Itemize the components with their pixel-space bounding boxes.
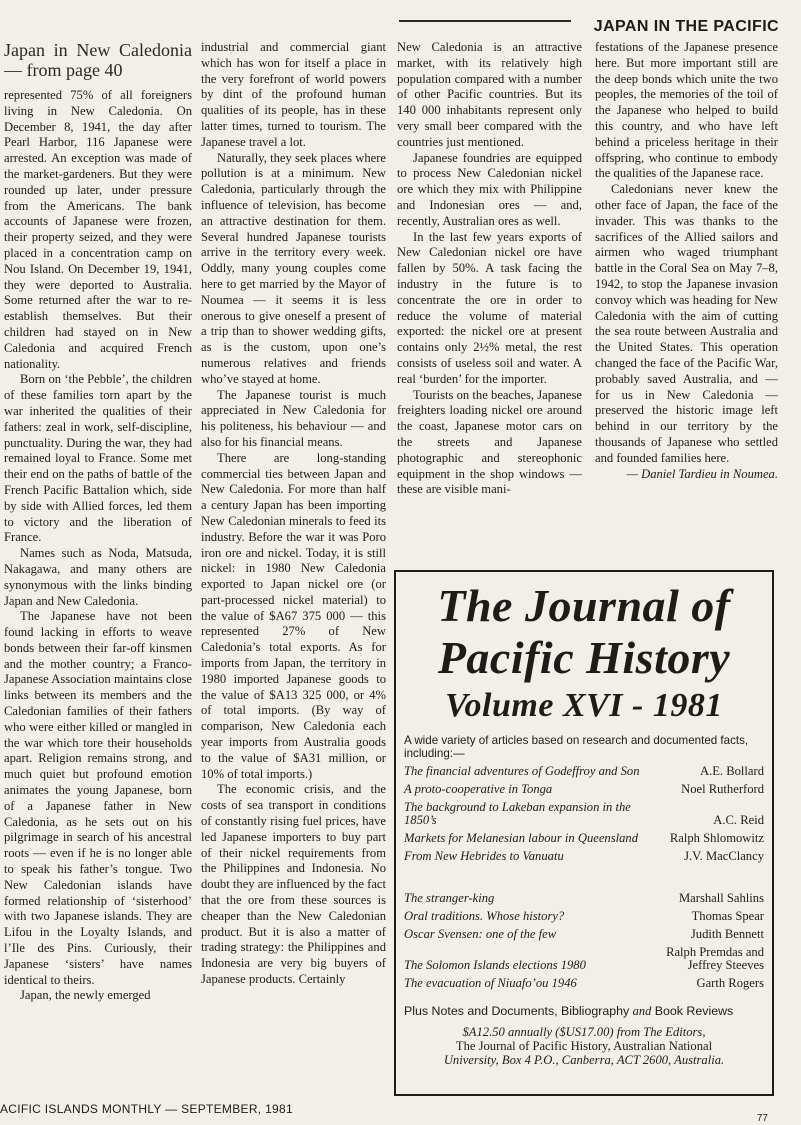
paragraph: Japan, the newly emerged	[20, 988, 151, 1003]
ad-price-line-3: University, Box 4 P.O., Canberra, ACT 2600, Australia.	[443, 1053, 725, 1067]
paragraph: The Japanese have not been found lacking in efforts to weave bonds between their far-off kinsmen and the mother country; a Franco-Japanese Association maintains close links between its members and the Caledonian families of their fathers who were either killed or mangled in the war which tore their households apart. Religion remains strong, and much quiet but profound emotion animates the young Japanese, born of a Japanese father in New Caledonia, as he sets out on his pilgrimage in search of his ancestral roots — even if he is no longer able to speak his father’s tongue. Two New Caledonian islands have formed relationship of ‘sisterhood’ with two Japanese islands. They are Lifou in the Loyalty Islands, and l’Ile des Pins. Curiously, their Japanese ‘sisters’ have names identical to theirs.	[4, 609, 192, 987]
article-title: A proto-cooperative in Tonga	[404, 782, 553, 796]
header-rule	[399, 20, 571, 22]
article-title: The evacuation of Niuafo’ou 1946	[404, 976, 577, 990]
ad-title-line-1: The Journal of	[437, 580, 731, 631]
ad-spacer	[404, 863, 764, 887]
paragraph: festations of the Japanese presence here. But more important still are the deep bonds which unite the two peoples, the memories of the toil of the Japanese who helped to build this country, and who have left behind a priceless heritage in their offspring, who continue to embody the qualities of the Japanese race.	[595, 40, 778, 181]
article-column-1	[4, 40, 192, 1082]
article-entry	[404, 832, 764, 845]
article-entry	[404, 928, 764, 941]
article-author: Ralph Premdas and Jeffrey Steeves	[666, 945, 764, 972]
ad-volume: Volume XVI - 1981	[445, 687, 723, 724]
article-entry	[404, 801, 764, 827]
ad-intro: A wide variety of articles based on research and documented facts, including:—	[404, 734, 749, 760]
article-author: Garth Rogers	[696, 976, 764, 990]
paragraph: The Japanese tourist is much appreciated in New Caledonia for his politeness, his behaviour — and also for his financial means.	[201, 387, 386, 449]
page-footer: ACIFIC ISLANDS MONTHLY — SEPTEMBER, 1981	[0, 1102, 293, 1116]
paragraph: Names such as Noda, Matsuda, Nakagawa, and many others are synonymous with the links binding Japan and New Caledonia.	[4, 546, 192, 608]
paragraph: Tourists on the beaches, Japanese freighters loading nickel ore around the coast, Japanese motor cars on the streets and Japanese photographic and stereophonic equipment in the shop windows — these are visible mani-	[397, 387, 582, 497]
paragraph: Naturally, they seek places where pollution is at a minimum. New Caledonia, particularly through the influence of television, has become an attractive destination for them. Several hundred Japanese tourists arrive in the territory every week. Oddly, many young couples come here to get married by the Mayor of Noumea — it seems it is less onerous to give oneself a present of a trip than to shower wedding gifts, as is the custom, upon one’s numerous relatives and friends who’ve stayed at home.	[201, 150, 386, 386]
article-author: Ralph Shlomowitz	[669, 831, 764, 845]
article-column-4	[595, 40, 778, 554]
article-author: J.V. MacClancy	[684, 849, 764, 863]
article-title: The Solomon Islands elections 1980	[404, 958, 586, 972]
ad-title-line-2: Pacific History	[437, 632, 731, 683]
article-author: Marshall Sahlins	[678, 891, 764, 905]
article-author: Thomas Spear	[691, 909, 764, 923]
paragraph: New Caledonia is an attractive market, with its relatively high population compared with a number of other Pacific countries. But its 140 000 inhabitants represent only very small beer compared with the countries just mentioned.	[397, 40, 582, 149]
article-title: The financial adventures of Godeffroy and Son	[404, 764, 640, 778]
article-title: From New Hebrides to Vanuatu	[404, 849, 564, 863]
paragraph: In the last few years exports of New Caledonian nickel ore have fallen by 50%. A task facing the industry in the future is to concentrate the ore in order to reduce the volume of material exported: the nickel ore at present contains only 2½% metal, the rest consists of useless soil and water. A real ‘burden’ for the importer.	[397, 229, 582, 386]
article-entry	[404, 892, 764, 905]
paragraph: There are long-standing commercial ties between Japan and New Caledonia. For more than half a century Japan has been importing New Caledonian minerals to feed its industry. Before the war it was Poro iron ore and nickel. Today, it is still nickel: in 1980 New Caledonia exported to Japan nickel ore (or part-processed nickel material) to the value of $A67 375 000 — this represented 27% of New Caledonia’s total exports. As for imports from Japan, the territory in 1980 imported Japanese goods to the value of $A13 325 000, or 4% of total imports. (By way of comparison, New Caledonia each year imports from Australia goods to the value of $A31 million, or 10% of total imports.)	[201, 450, 386, 781]
article-title: Oscar Svensen: one of the few	[404, 927, 557, 941]
paragraph: represented 75% of all foreigners living in New Caledonia. On December 8, 1941, the day after Pearl Harbor, 116 Japanese were arrested. An exception was made of the market-gardeners. But they were rounded up later, under pressure from the Americans. The bank accounts of Japanese were frozen, their property seized, and they were placed in a concentration camp on Nou Island. On December 19, 1941, they were deported to Australia. Some returned after the war to re-establish themselves. But their children had stayed on in New Caledonia and acquired French nationality.	[4, 88, 192, 371]
section-title: JAPAN IN THE PACIFIC	[593, 18, 779, 35]
plus-text-b: Book Reviews	[654, 1004, 734, 1018]
article-title: Oral traditions. Whose history?	[404, 909, 565, 923]
article-entry	[404, 977, 764, 990]
article-title: Markets for Melanesian labour in Queensland	[404, 831, 639, 845]
article-entry	[404, 910, 764, 923]
article-entry	[404, 783, 764, 796]
article-column-3	[397, 40, 582, 554]
ad-plus-line	[404, 1004, 764, 1019]
author-signature: — Daniel Tardieu in Noumea.	[626, 466, 778, 481]
ad-price-line-1: $A12.50 annually ($US17.00) from The Editors,	[462, 1025, 706, 1039]
article-entry	[404, 765, 764, 778]
page-number: 77	[756, 1113, 768, 1124]
plus-text-and: and	[632, 1004, 652, 1018]
article-author: A.C. Reid	[713, 813, 764, 827]
plus-text-a: Plus Notes and Documents, Bibliography	[404, 1004, 630, 1018]
paragraph: industrial and commercial giant which has won for itself a place in the very forefront of world powers by dint of the profound human qualities of its people, has in these latter times, turned to tourism. The Japanese travel a lot.	[201, 40, 386, 149]
article-entry	[404, 946, 764, 972]
article-author: A.E. Bollard	[699, 764, 764, 778]
ad-price-line-2: The Journal of Pacific History, Australian National	[455, 1039, 713, 1053]
article-entry	[404, 850, 764, 863]
journal-advertisement	[394, 570, 774, 1096]
paragraph: Japanese foundries are equipped to process New Caledonian nickel ore which they mix with Philippine and Indonesian ores — and, recently, Australian ores as well.	[397, 150, 582, 228]
paragraph: Born on ‘the Pebble’, the children of these families torn apart by the war inherited the qualities of their fathers: zeal in work, self-discipline, punctuality. During the war, they had remained loyal to France. Some met their end on the paths of battle of the French Pacific Battalion which, side by side with Allied forces, led them to victory and the liberation of France.	[4, 372, 192, 545]
article-column-2	[201, 40, 386, 1092]
article-author: Judith Bennett	[690, 927, 764, 941]
paragraph: The economic crisis, and the costs of sea transport in conditions of constantly rising fuel prices, have led Japanese importers to buy part of their nickel requirements from the Philippines and Indonesia. No doubt they are influenced by the fact that the ore from these sources is cheaper than the New Caledonian product. But it is also a matter of trading strategy: the Philippines and Indonesia are very big buyers of Japanese products. Certainly	[201, 782, 386, 987]
continued-title: Japan in New Caledonia — from page 40	[4, 40, 192, 80]
ad-price-block	[404, 1025, 764, 1067]
paragraph: Caledonians never knew the other face of Japan, the face of the invader. This was thanks to the sacrifices of the Allied sailors and airmen who waged triumphant battle in the Coral Sea on May 7–8, 1942, to stop the Japanese invasion convoy which was heading for New Caledonia with the aim of cutting the sea route between Australia and the United States. This operation changed the face of the Pacific War, probably saved Australia, and — for us in New Caledonia — preserved the historic image left behind in our territory by the thousands of Japanese who settled and founded families here.	[595, 182, 778, 465]
article-author: Noel Rutherford	[681, 782, 764, 796]
article-title: The stranger-king	[404, 891, 495, 905]
article-title: The background to Lakeban expansion in the 1850’s	[404, 800, 631, 827]
